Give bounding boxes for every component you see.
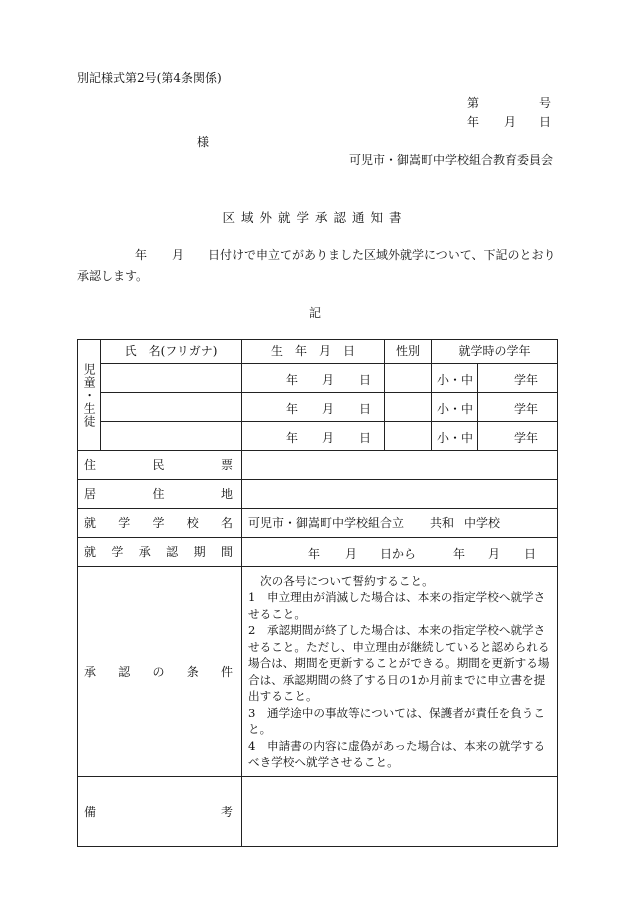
issue-year: 年 [467, 115, 480, 129]
period-value[interactable] [242, 538, 558, 567]
form-number: 別記様式第2号(第4条関係) [77, 71, 222, 85]
period-day-2: 日 [524, 547, 537, 561]
table-row [78, 393, 558, 422]
birth-day: 日 [359, 431, 372, 445]
number-suffix: 号 [539, 96, 552, 110]
birth-cell[interactable] [242, 422, 385, 451]
issue-month: 月 [504, 115, 517, 129]
address-value[interactable] [242, 480, 558, 509]
birth-day: 日 [359, 373, 372, 387]
birth-month: 月 [322, 373, 335, 387]
table-row [78, 364, 558, 393]
residence-label: 住 民 票 [78, 451, 242, 480]
conditions-label: 承 認 の 条 件 [78, 567, 242, 777]
school-label: 就 学 学 校 名 [78, 509, 242, 538]
ki-heading: 記 [308, 306, 321, 320]
grade-unit: 学年 [514, 431, 539, 445]
issue-day: 日 [539, 115, 552, 129]
student-label: 児童・生徒 [78, 340, 101, 451]
gender-cell[interactable] [385, 393, 432, 422]
remarks-value[interactable] [242, 777, 558, 847]
birth-cell[interactable] [242, 364, 385, 393]
conditions-value [242, 567, 558, 777]
intro-year: 年 [135, 248, 148, 262]
document-title: 区域外就学承認通知書 [222, 210, 408, 225]
school-level-cell[interactable] [432, 364, 478, 393]
condition-1: 1 申立理由が消滅した場合は、本来の指定学校へ就学させること。 [248, 590, 546, 621]
birth-day: 日 [359, 402, 372, 416]
issuer: 可児市・御嵩町中学校組合教育委員会 [349, 153, 554, 167]
address-label: 居 住 地 [78, 480, 242, 509]
name-cell[interactable] [101, 422, 242, 451]
grade-cell[interactable] [478, 393, 558, 422]
approval-table [77, 339, 558, 847]
intro-month: 月 [172, 248, 185, 262]
grade-cell[interactable] [478, 422, 558, 451]
addressee: 様 [197, 135, 210, 149]
period-month-2: 月 [488, 547, 501, 561]
birth-year: 年 [286, 373, 299, 387]
period-from: 日から [380, 547, 417, 561]
grade-cell[interactable] [478, 364, 558, 393]
school-level: 小・中 [437, 431, 474, 445]
remarks-label: 備 考 [78, 777, 242, 847]
school-suffix: 中学校 [464, 515, 501, 530]
period-year-1: 年 [308, 547, 321, 561]
table-row [78, 422, 558, 451]
condition-4: 4 申請書の内容に虚偽があった場合は、本来の就学するべき学校へ就学させること。 [248, 738, 546, 769]
intro-text: 日付けで申立てがありました区域外就学について、下記のとおり [208, 248, 556, 262]
school-level-cell[interactable] [432, 422, 478, 451]
birth-header: 生 年 月 日 [242, 340, 385, 364]
condition-3: 3 通学途中の事故等については、保護者が責任を負うこと。 [248, 705, 545, 737]
grade-unit: 学年 [514, 402, 539, 416]
birth-month: 月 [322, 402, 335, 416]
grade-header: 就学時の学年 [432, 340, 558, 364]
grade-unit: 学年 [514, 373, 539, 387]
gender-cell[interactable] [385, 364, 432, 393]
school-level: 小・中 [437, 402, 474, 416]
school-prefix: 可児市・御嵩町中学校組合立 [248, 515, 405, 530]
intro-line-1 [77, 249, 555, 263]
name-cell[interactable] [101, 393, 242, 422]
school-value[interactable] [242, 509, 558, 538]
period-label: 就 学 承 認 期 間 [78, 538, 242, 567]
number-prefix: 第 [467, 96, 480, 110]
name-header: 氏 名(フリガナ) [101, 340, 242, 364]
period-year-2: 年 [453, 547, 466, 561]
birth-year: 年 [286, 431, 299, 445]
birth-year: 年 [286, 402, 299, 416]
birth-month: 月 [322, 431, 335, 445]
name-cell[interactable] [101, 364, 242, 393]
conditions-intro: 次の各号について誓約すること。 [260, 574, 434, 588]
school-level: 小・中 [437, 373, 474, 387]
school-level-cell[interactable] [432, 393, 478, 422]
birth-cell[interactable] [242, 393, 385, 422]
residence-value[interactable] [242, 451, 558, 480]
period-month-1: 月 [345, 547, 358, 561]
gender-cell[interactable] [385, 422, 432, 451]
condition-2: 2 承認期間が終了した場合は、本来の指定学校へ就学させること。ただし、申立理由が継続していると認められる場合は、期間を更新することができる。期間を更新する場合は、承認期間の終了する日の1か月前までに申立書を提出すること。 [248, 623, 550, 704]
intro-line-2: 承認します。 [77, 269, 149, 283]
gender-header: 性別 [385, 340, 432, 364]
school-name: 共和 [430, 515, 455, 530]
